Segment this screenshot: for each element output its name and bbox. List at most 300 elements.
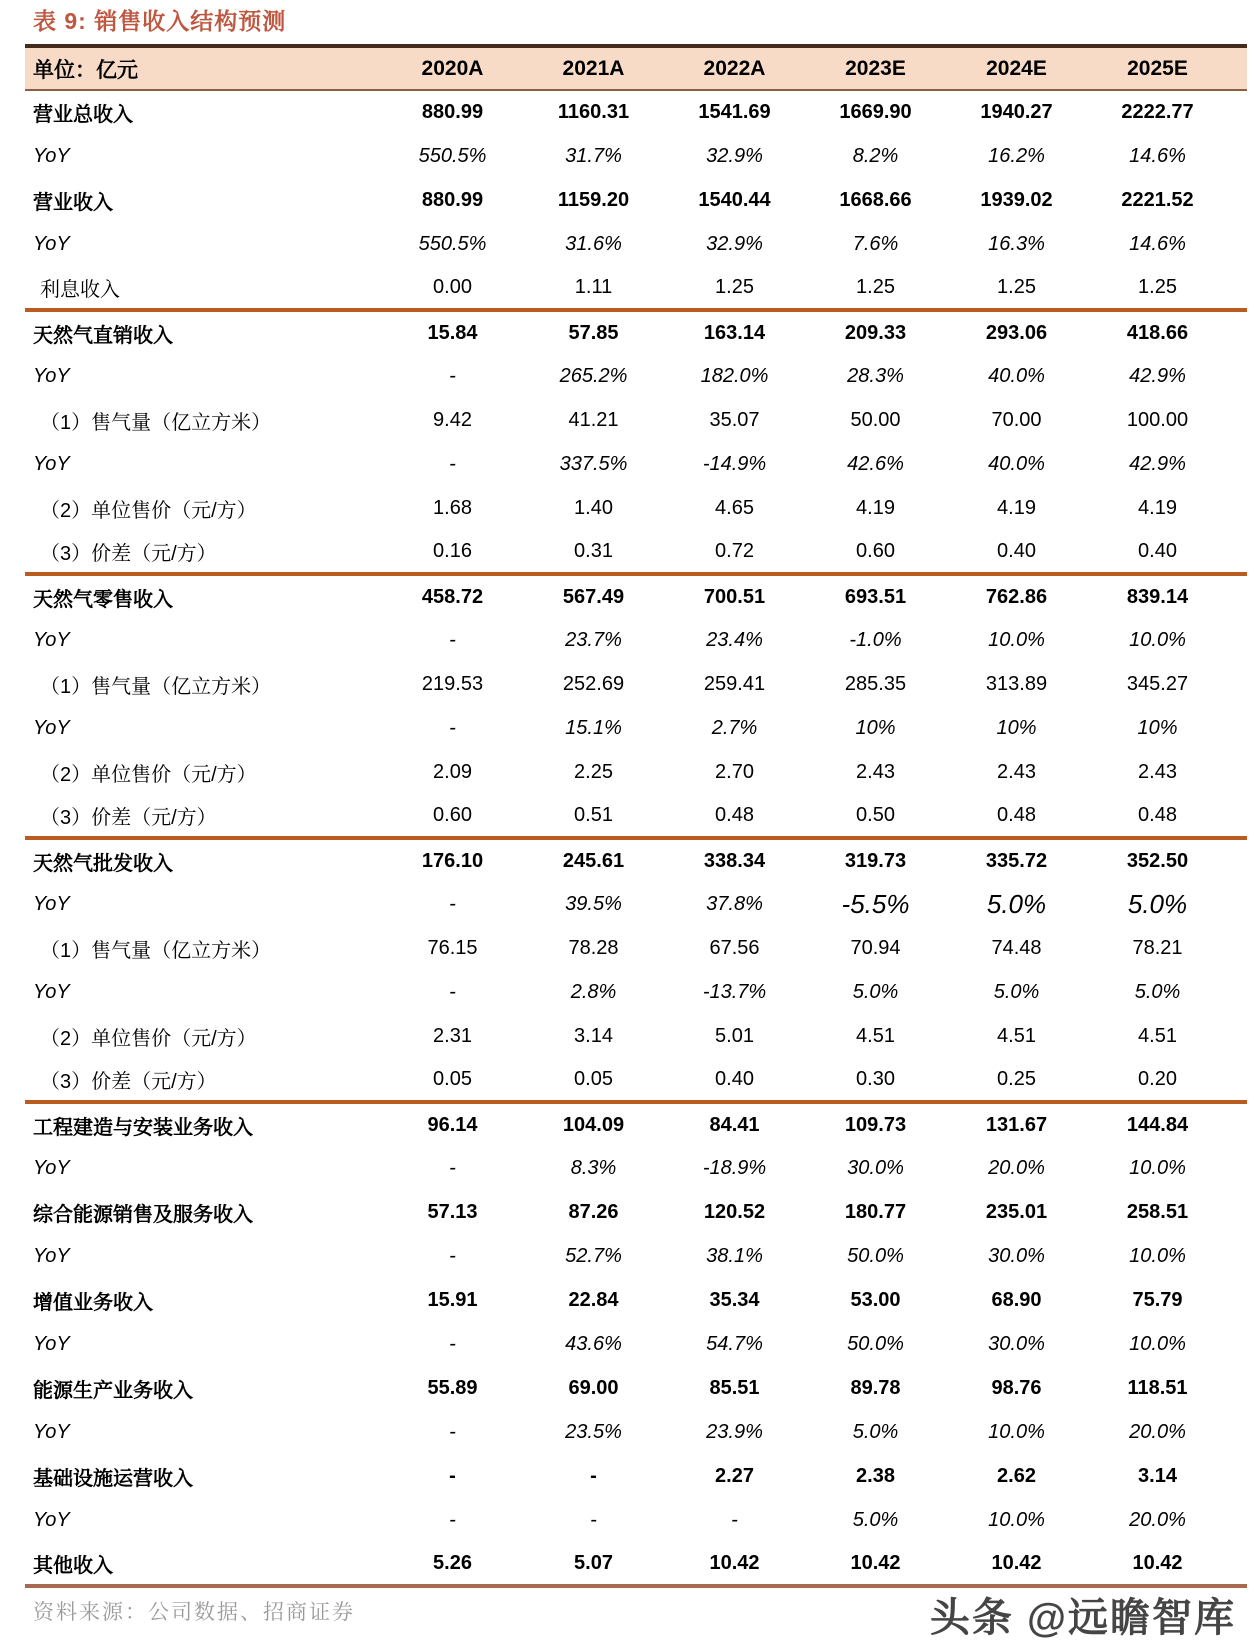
cell-value: 5.0% xyxy=(852,1420,899,1443)
cell-value: - xyxy=(449,1508,456,1531)
cell-value: 0.31 xyxy=(574,539,613,562)
table-row xyxy=(25,1058,1247,1102)
cell-value: 100.00 xyxy=(1126,408,1189,431)
cell-value: 0.40 xyxy=(1138,539,1177,562)
row-label: （1）售气量（亿立方米） xyxy=(40,939,272,962)
cell-value: 5.0% xyxy=(1127,888,1188,919)
cell-value: 20.0% xyxy=(988,1156,1045,1179)
table-title: 表 9: 销售收入结构预测 xyxy=(33,8,287,34)
cell-value: 9.42 xyxy=(433,408,472,431)
cell-value: 144.84 xyxy=(1087,1102,1228,1146)
cell-value: 68.90 xyxy=(991,1288,1042,1311)
cell-value: 0.48 xyxy=(715,803,754,826)
cell-value: 10.42 xyxy=(1132,1551,1183,1574)
spacer-cell xyxy=(1228,618,1247,662)
cell-value: 338.34 xyxy=(664,838,805,882)
cell-value: 23.4% xyxy=(706,628,763,651)
cell-value: 4.65 xyxy=(715,496,754,519)
cell-value: 0.00 xyxy=(433,275,472,298)
cell-value: 335.72 xyxy=(946,838,1087,882)
row-label: 天然气直销收入 xyxy=(25,310,382,354)
cell-value: 54.7% xyxy=(706,1332,763,1355)
row-label: YoY xyxy=(33,364,70,387)
table-row xyxy=(25,530,1247,574)
cell-value: 31.6% xyxy=(565,232,622,255)
spacer-cell xyxy=(1228,574,1247,618)
cell-value: 10.0% xyxy=(1129,1156,1186,1179)
table-row xyxy=(25,1410,1247,1454)
cell-value: 258.51 xyxy=(1126,1200,1189,1223)
row-label: YoY xyxy=(33,232,70,255)
cell-value: 52.7% xyxy=(565,1244,622,1267)
cell-value: 1.25 xyxy=(1138,275,1177,298)
spacer-cell xyxy=(1228,926,1247,970)
row-label: YoY xyxy=(33,1156,70,1179)
row-label: 工程建造与安装业务收入 xyxy=(25,1102,382,1146)
spacer-cell xyxy=(1228,1278,1247,1322)
spacer-cell xyxy=(1228,90,1247,134)
cell-value: 37.8% xyxy=(706,892,763,915)
cell-value: 352.50 xyxy=(1087,838,1228,882)
cell-value: -13.7% xyxy=(702,980,767,1003)
row-label: 利息收入 xyxy=(40,278,120,301)
table-row xyxy=(25,90,1247,134)
row-label: 天然气批发收入 xyxy=(25,838,382,882)
cell-value: 0.30 xyxy=(856,1067,895,1090)
cell-value: 23.7% xyxy=(565,628,622,651)
header-row xyxy=(25,46,1247,90)
cell-value: 1940.27 xyxy=(980,101,1053,123)
spacer-cell xyxy=(1228,838,1247,882)
spacer-cell xyxy=(1228,1014,1247,1058)
row-label: YoY xyxy=(33,980,70,1003)
spacer-cell xyxy=(1228,1542,1247,1586)
spacer-cell xyxy=(1228,1102,1247,1146)
table-row xyxy=(25,398,1247,442)
table-row xyxy=(25,1234,1247,1278)
table-row xyxy=(25,1498,1247,1542)
cell-value: 180.77 xyxy=(844,1200,907,1223)
cell-value: 285.35 xyxy=(844,672,907,695)
table-row xyxy=(25,1190,1247,1234)
cell-value: 4.51 xyxy=(1138,1024,1177,1047)
cell-value: 4.19 xyxy=(1138,496,1177,519)
spacer-cell xyxy=(1228,706,1247,750)
spacer-cell xyxy=(1228,882,1247,926)
table-row xyxy=(25,794,1247,838)
cell-value: 337.5% xyxy=(559,452,628,475)
cell-value: 70.00 xyxy=(991,408,1042,431)
row-label: YoY xyxy=(33,452,70,475)
cell-value: 839.14 xyxy=(1087,574,1228,618)
cell-value: 2.25 xyxy=(574,760,613,783)
table-row xyxy=(25,706,1247,750)
cell-value: 10% xyxy=(1137,716,1178,739)
spacer-cell xyxy=(1228,970,1247,1014)
table-row xyxy=(25,1102,1247,1146)
cell-value: 418.66 xyxy=(1087,310,1228,354)
cell-value: 265.2% xyxy=(559,364,628,387)
cell-value: 880.99 xyxy=(421,188,484,211)
spacer-cell xyxy=(1228,750,1247,794)
spacer-cell xyxy=(1228,134,1247,178)
cell-value: 313.89 xyxy=(985,672,1048,695)
cell-value: 5.07 xyxy=(574,1551,613,1574)
table-row xyxy=(25,486,1247,530)
cell-value: 2.31 xyxy=(433,1024,472,1047)
cell-value: 2.27 xyxy=(715,1464,754,1487)
watermark: 头条 @远瞻智库 xyxy=(929,1596,1236,1640)
cell-value: 1939.02 xyxy=(980,188,1053,211)
cell-value: 42.6% xyxy=(847,452,904,475)
cell-value: 2.43 xyxy=(997,760,1036,783)
cell-value: 0.40 xyxy=(715,1067,754,1090)
spacer-cell xyxy=(1228,1234,1247,1278)
cell-value: 32.9% xyxy=(706,144,763,167)
cell-value: -1.0% xyxy=(849,628,902,651)
cell-value: 0.50 xyxy=(856,803,895,826)
column-header: 2020A xyxy=(382,46,523,90)
cell-value: 16.3% xyxy=(988,232,1045,255)
cell-value: 5.0% xyxy=(986,888,1047,919)
cell-value: 23.5% xyxy=(565,1420,622,1443)
cell-value: - xyxy=(449,1156,456,1179)
cell-value: 0.05 xyxy=(574,1067,613,1090)
spacer-cell xyxy=(1228,398,1247,442)
cell-value: 38.1% xyxy=(706,1244,763,1267)
cell-value: 0.25 xyxy=(997,1067,1036,1090)
table-row xyxy=(25,882,1247,926)
column-header: 2021A xyxy=(523,46,664,90)
cell-value: 55.89 xyxy=(427,1376,478,1399)
row-label: 能源生产业务收入 xyxy=(33,1379,193,1402)
cell-value: 0.48 xyxy=(1138,803,1177,826)
cell-value: 2.8% xyxy=(570,980,617,1003)
cell-value: - xyxy=(449,1420,456,1443)
table-row xyxy=(25,838,1247,882)
cell-value: 2.43 xyxy=(1138,760,1177,783)
cell-value: 458.72 xyxy=(382,574,523,618)
row-label: 基础设施运营收入 xyxy=(33,1467,193,1490)
row-label: YoY xyxy=(33,1420,70,1443)
cell-value: 259.41 xyxy=(703,672,766,695)
column-header: 2025E xyxy=(1087,46,1228,90)
row-label: （2）单位售价（元/方） xyxy=(40,1027,257,1050)
spacer-cell xyxy=(1228,442,1247,486)
cell-value: 3.14 xyxy=(1138,1464,1177,1487)
cell-value: 42.9% xyxy=(1129,452,1186,475)
cell-value: 16.2% xyxy=(988,144,1045,167)
column-header: 2023E xyxy=(805,46,946,90)
spacer-cell xyxy=(1228,486,1247,530)
cell-value: 10% xyxy=(996,716,1037,739)
cell-value: 163.14 xyxy=(664,310,805,354)
cell-value: 69.00 xyxy=(568,1376,619,1399)
cell-value: - xyxy=(449,892,456,915)
row-label: （3）价差（元/方） xyxy=(40,1070,217,1093)
cell-value: 10.0% xyxy=(988,628,1045,651)
cell-value: 89.78 xyxy=(850,1376,901,1399)
cell-value: 209.33 xyxy=(805,310,946,354)
cell-value: 345.27 xyxy=(1126,672,1189,695)
cell-value: 4.19 xyxy=(856,496,895,519)
cell-value: -14.9% xyxy=(702,452,767,475)
cell-value: 1.11 xyxy=(574,275,613,298)
cell-value: -18.9% xyxy=(702,1156,767,1179)
table-row xyxy=(25,750,1247,794)
cell-value: 85.51 xyxy=(709,1376,760,1399)
row-label: （2）单位售价（元/方） xyxy=(40,763,257,786)
spacer-cell xyxy=(1228,1410,1247,1454)
cell-value: 42.9% xyxy=(1129,364,1186,387)
cell-value: 0.51 xyxy=(574,803,613,826)
cell-value: 1159.20 xyxy=(557,188,630,211)
row-label: YoY xyxy=(33,628,70,651)
spacer-cell xyxy=(1228,1146,1247,1190)
cell-value: 550.5% xyxy=(418,232,487,255)
cell-value: 31.7% xyxy=(565,144,622,167)
cell-value: 0.60 xyxy=(433,803,472,826)
row-label: 营业总收入 xyxy=(33,104,133,126)
row-label: （1）售气量（亿立方米） xyxy=(40,675,272,698)
cell-value: 2.62 xyxy=(997,1464,1036,1487)
cell-value: 2.09 xyxy=(433,760,472,783)
cell-value: 32.9% xyxy=(706,232,763,255)
cell-value: 0.72 xyxy=(715,539,754,562)
cell-value: 14.6% xyxy=(1129,144,1186,167)
spacer-cell xyxy=(1228,794,1247,838)
cell-value: 5.0% xyxy=(852,980,899,1003)
cell-value: 1669.90 xyxy=(839,101,912,123)
table-row xyxy=(25,1542,1247,1586)
column-header: 2022A xyxy=(664,46,805,90)
cell-value: 98.76 xyxy=(991,1376,1042,1399)
table-row xyxy=(25,266,1247,310)
cell-value: 14.6% xyxy=(1129,232,1186,255)
table-row xyxy=(25,178,1247,222)
cell-value: 5.0% xyxy=(852,1508,899,1531)
row-label: 综合能源销售及服务收入 xyxy=(33,1203,253,1226)
row-label: YoY xyxy=(33,1508,70,1531)
cell-value: 35.34 xyxy=(709,1288,760,1311)
cell-value: 5.26 xyxy=(433,1551,472,1574)
cell-value: 3.14 xyxy=(574,1024,613,1047)
revenue-forecast-table xyxy=(25,44,1247,1588)
cell-value: 87.26 xyxy=(568,1200,619,1223)
cell-value: 1541.69 xyxy=(698,101,771,123)
cell-value: 1.40 xyxy=(574,496,613,519)
cell-value: 1.25 xyxy=(856,275,895,298)
row-label: YoY xyxy=(33,892,70,915)
spacer-cell xyxy=(1228,1454,1247,1498)
cell-value: 10.0% xyxy=(988,1508,1045,1531)
table-row xyxy=(25,1146,1247,1190)
cell-value: 4.51 xyxy=(856,1024,895,1047)
cell-value: 53.00 xyxy=(850,1288,901,1311)
table-row xyxy=(25,134,1247,178)
cell-value: 4.19 xyxy=(997,496,1036,519)
cell-value: 30.0% xyxy=(988,1332,1045,1355)
cell-value: 0.60 xyxy=(856,539,895,562)
spacer-cell xyxy=(1228,222,1247,266)
cell-value: 10.42 xyxy=(850,1551,901,1574)
cell-value: 78.21 xyxy=(1132,936,1183,959)
cell-value: 118.51 xyxy=(1127,1376,1188,1399)
cell-value: 245.61 xyxy=(523,838,664,882)
cell-value: 2.43 xyxy=(856,760,895,783)
spacer-cell xyxy=(1228,1498,1247,1542)
cell-value: 84.41 xyxy=(664,1102,805,1146)
table-row xyxy=(25,1322,1247,1366)
cell-value: 5.01 xyxy=(715,1024,754,1047)
source-note: 资料来源：公司数据、招商证券 xyxy=(33,1601,355,1624)
cell-value: 4.51 xyxy=(997,1024,1036,1047)
table-row xyxy=(25,662,1247,706)
cell-value: 0.20 xyxy=(1138,1067,1177,1090)
table-row xyxy=(25,574,1247,618)
cell-value: 2.38 xyxy=(856,1464,895,1487)
cell-value: 567.49 xyxy=(523,574,664,618)
cell-value: 76.15 xyxy=(427,936,478,959)
cell-value: -5.5% xyxy=(841,888,910,919)
cell-value: - xyxy=(449,980,456,1003)
cell-value: 67.56 xyxy=(709,936,760,959)
spacer-cell xyxy=(1228,530,1247,574)
cell-value: 30.0% xyxy=(988,1244,1045,1267)
cell-value: 22.84 xyxy=(568,1288,619,1311)
cell-value: 0.16 xyxy=(433,539,472,562)
cell-value: 0.40 xyxy=(997,539,1036,562)
table-row xyxy=(25,618,1247,662)
table-row xyxy=(25,222,1247,266)
cell-value: 28.3% xyxy=(847,364,904,387)
cell-value: 20.0% xyxy=(1129,1420,1186,1443)
cell-value: 50.00 xyxy=(850,408,901,431)
cell-value: 5.0% xyxy=(993,980,1040,1003)
table-row xyxy=(25,926,1247,970)
cell-value: 700.51 xyxy=(664,574,805,618)
cell-value: 1540.44 xyxy=(698,188,771,211)
cell-value: 15.1% xyxy=(565,716,622,739)
row-label: 其他收入 xyxy=(33,1554,113,1577)
table-row xyxy=(25,970,1247,1014)
table-row xyxy=(25,1014,1247,1058)
cell-value: 57.85 xyxy=(523,310,664,354)
cell-value: 15.91 xyxy=(427,1288,478,1311)
cell-value: 762.86 xyxy=(946,574,1087,618)
table-row xyxy=(25,442,1247,486)
cell-value: 176.10 xyxy=(382,838,523,882)
row-label: （1）售气量（亿立方米） xyxy=(40,411,272,434)
unit-label: 单位：亿元 xyxy=(25,46,382,90)
cell-value: 2.7% xyxy=(711,716,758,739)
cell-value: 10.0% xyxy=(1129,628,1186,651)
cell-value: 15.84 xyxy=(382,310,523,354)
cell-value: - xyxy=(449,452,456,475)
cell-value: 39.5% xyxy=(565,892,622,915)
cell-value: - xyxy=(590,1508,597,1531)
cell-value: - xyxy=(449,716,456,739)
cell-value: 40.0% xyxy=(988,452,1045,475)
table-body xyxy=(25,90,1247,1586)
cell-value: 74.48 xyxy=(991,936,1042,959)
row-label: （2）单位售价（元/方） xyxy=(40,499,257,522)
cell-value: 43.6% xyxy=(565,1332,622,1355)
cell-value: 235.01 xyxy=(985,1200,1048,1223)
cell-value: - xyxy=(449,364,456,387)
row-label: YoY xyxy=(33,1244,70,1267)
cell-value: 10.42 xyxy=(991,1551,1042,1574)
cell-value: 1.68 xyxy=(433,496,472,519)
cell-value: 550.5% xyxy=(418,144,487,167)
cell-value: 120.52 xyxy=(703,1200,766,1223)
spacer-cell xyxy=(1228,1322,1247,1366)
cell-value: 1.25 xyxy=(997,275,1036,298)
table-row xyxy=(25,354,1247,398)
spacer-cell xyxy=(1228,1190,1247,1234)
table-row xyxy=(25,310,1247,354)
cell-value: 0.05 xyxy=(433,1067,472,1090)
table-row xyxy=(25,1454,1247,1498)
row-label: YoY xyxy=(33,716,70,739)
cell-value: 2222.77 xyxy=(1121,101,1194,123)
cell-value: - xyxy=(449,1464,456,1487)
cell-value: 319.73 xyxy=(805,838,946,882)
cell-value: 1668.66 xyxy=(839,188,912,211)
spacer-cell xyxy=(1228,354,1247,398)
cell-value: 2.70 xyxy=(715,760,754,783)
spacer-cell xyxy=(1228,46,1247,90)
cell-value: 1.25 xyxy=(715,275,754,298)
cell-value: 2221.52 xyxy=(1121,188,1194,211)
cell-value: 7.6% xyxy=(852,232,899,255)
spacer-cell xyxy=(1228,266,1247,310)
cell-value: 1160.31 xyxy=(557,101,630,123)
cell-value: 35.07 xyxy=(709,408,760,431)
cell-value: 41.21 xyxy=(568,408,619,431)
spacer-cell xyxy=(1228,310,1247,354)
cell-value: - xyxy=(449,1244,456,1267)
column-header: 2024E xyxy=(946,46,1087,90)
spacer-cell xyxy=(1228,662,1247,706)
cell-value: 5.0% xyxy=(1134,980,1181,1003)
cell-value: 8.2% xyxy=(852,144,899,167)
cell-value: 96.14 xyxy=(382,1102,523,1146)
cell-value: 252.69 xyxy=(562,672,625,695)
cell-value: 30.0% xyxy=(847,1156,904,1179)
row-label: 营业收入 xyxy=(33,191,113,214)
cell-value: - xyxy=(590,1464,597,1487)
cell-value: - xyxy=(449,628,456,651)
row-label: （3）价差（元/方） xyxy=(40,542,217,565)
cell-value: 75.79 xyxy=(1132,1288,1183,1311)
spacer-cell xyxy=(1228,1366,1247,1410)
report-page xyxy=(0,8,1252,1641)
cell-value: 50.0% xyxy=(847,1332,904,1355)
row-label: 增值业务收入 xyxy=(33,1291,153,1314)
cell-value: 10.0% xyxy=(1129,1332,1186,1355)
cell-value: 57.13 xyxy=(427,1200,478,1223)
cell-value: 10.0% xyxy=(988,1420,1045,1443)
cell-value: 293.06 xyxy=(946,310,1087,354)
cell-value: 40.0% xyxy=(988,364,1045,387)
cell-value: 10.42 xyxy=(709,1551,760,1574)
cell-value: 10.0% xyxy=(1129,1244,1186,1267)
cell-value: 0.48 xyxy=(997,803,1036,826)
table-row xyxy=(25,1278,1247,1322)
cell-value: 219.53 xyxy=(421,672,484,695)
cell-value: - xyxy=(449,1332,456,1355)
